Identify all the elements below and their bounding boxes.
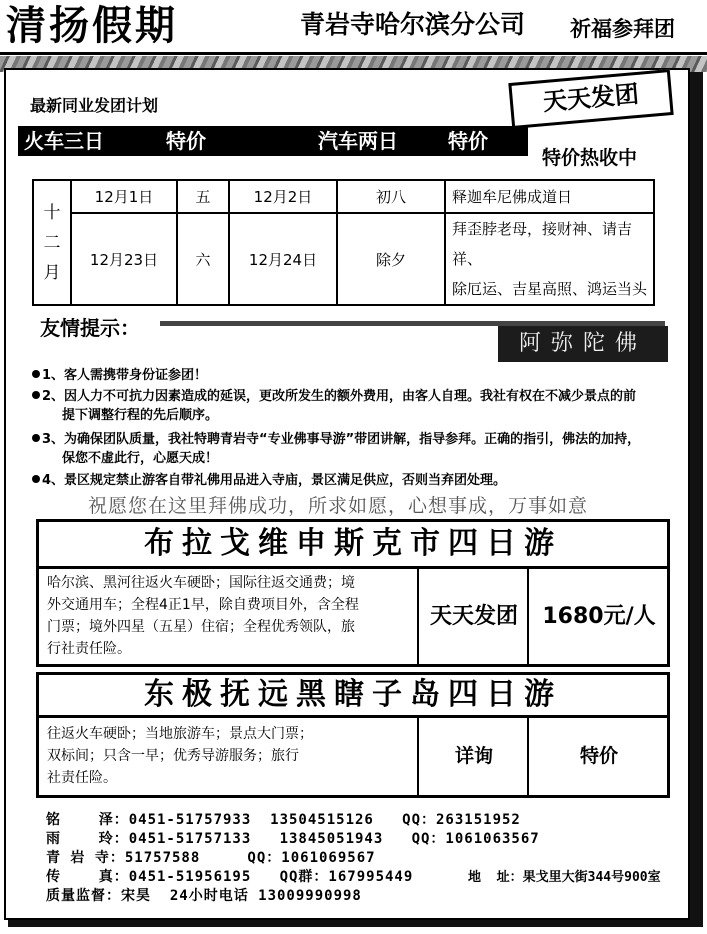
tip-item: 2、因人力不可抗力因素造成的延误，更改所发生的额外费用，由客人自理。我社有权在不减少景点的前 提下调整行程的先后顺序。 (32, 387, 672, 425)
depart-date: 12月1日 (71, 180, 177, 213)
contact-line: 传 真：0451-51956195 QQ群：167995449 (46, 869, 414, 885)
tour-title: 布拉戈维申斯克市四日游 (39, 522, 667, 569)
weekday: 六 (177, 213, 229, 305)
lunar-date: 初八 (337, 180, 445, 213)
tip-item: 4、景区规定禁止游客自带礼佛用品进入寺庙，景区满足供应，否则当弃团处理。 (32, 471, 672, 490)
return-date: 12月2日 (229, 180, 337, 213)
event-cell (445, 213, 654, 305)
tour-title: 东极抚远黑瞎子岛四日游 (39, 675, 667, 718)
contact-line: 铭 泽：0451-51757933 13504515126 QQ：263151952 (46, 812, 521, 828)
promo-bar (18, 126, 528, 156)
event-line: 除厄运、吉星高照、鸿运当头 (452, 280, 648, 298)
tour-departure: 天天发团 (417, 569, 529, 664)
tip-item: 3、为确保团队质量，我社特聘青岩寺“专业佛事导游”带团讲解，指导参拜。正确的指引，佛法的加持， 保您不虚此行，心愿天成！ (32, 430, 672, 468)
tour-card (36, 672, 670, 798)
promo-bus-tag: 特价 (448, 129, 488, 153)
amitabha-calligraphy: 阿弥陀佛 (498, 326, 668, 362)
month-char: 月 (43, 262, 61, 283)
tour-departure: 详询 (417, 718, 529, 795)
tips-title: 友情提示： (40, 316, 140, 340)
month-cell (33, 180, 71, 305)
tour-card (36, 519, 670, 667)
contact-line: 雨 玲：0451-51757133 13845051943 QQ：1061063567 (46, 831, 540, 847)
plan-title: 最新同业发团计划 (30, 96, 159, 115)
daily-departure-stamp: 天天发团 (508, 69, 673, 129)
month-char: 二 (43, 232, 61, 253)
event-line: 拜歪脖老母，接财神、请吉祥、 (452, 220, 633, 268)
contact-line: 青 岩 寺：51757588 QQ：1061069567 (46, 850, 376, 866)
schedule-table (32, 179, 655, 306)
lunar-date: 除夕 (337, 213, 445, 305)
promo-train: 火车三日 (24, 129, 104, 153)
header-rule (0, 52, 707, 55)
weekday: 五 (177, 180, 229, 213)
bullet-icon (32, 370, 40, 378)
company-name: 青岩寺哈尔滨分公司 (300, 10, 526, 39)
tip-item: 1、客人需携带身份证参团！ (32, 366, 672, 385)
promo-train-tag: 特价 (166, 129, 206, 153)
tour-price: 1680元/人 (527, 569, 669, 664)
bullet-icon (32, 434, 40, 442)
bullet-icon (32, 475, 40, 483)
hot-sale-label: 特价热收中 (542, 147, 638, 169)
contact-line: 质量监督：宋昊 24小时电话 13009990998 (46, 888, 362, 904)
bullet-icon (32, 391, 40, 399)
tour-description: 哈尔滨、黑河往返火车硬卧；国际往返交通费；境 外交通用车；全程4正1早，除自费项目外，含全程 门票；境外四星（五星）住宿；全程优秀领队，旅 行社责任险。 (47, 575, 359, 657)
month-char: 十 (43, 202, 61, 223)
event-cell: 释迦牟尼佛成道日 (445, 180, 654, 213)
tour-group-name: 祈福参拜团 (570, 17, 675, 41)
return-date: 12月24日 (229, 213, 337, 305)
promo-bus: 汽车两日 (318, 129, 398, 153)
depart-date: 12月23日 (71, 213, 177, 305)
tour-description: 往返火车硬卧；当地旅游车；景点大门票； 双标间；只含一早；优秀导游服务；旅行 社责任险。 (47, 726, 313, 786)
brand-title: 清扬假期 (6, 3, 178, 49)
contact-address: 地 址：果戈里大街344号900室 (468, 870, 661, 885)
blessing-text: 祝愿您在这里拜佛成功，所求如愿，心想事成，万事如意 (88, 495, 589, 517)
tour-price: 特价 (527, 718, 669, 795)
